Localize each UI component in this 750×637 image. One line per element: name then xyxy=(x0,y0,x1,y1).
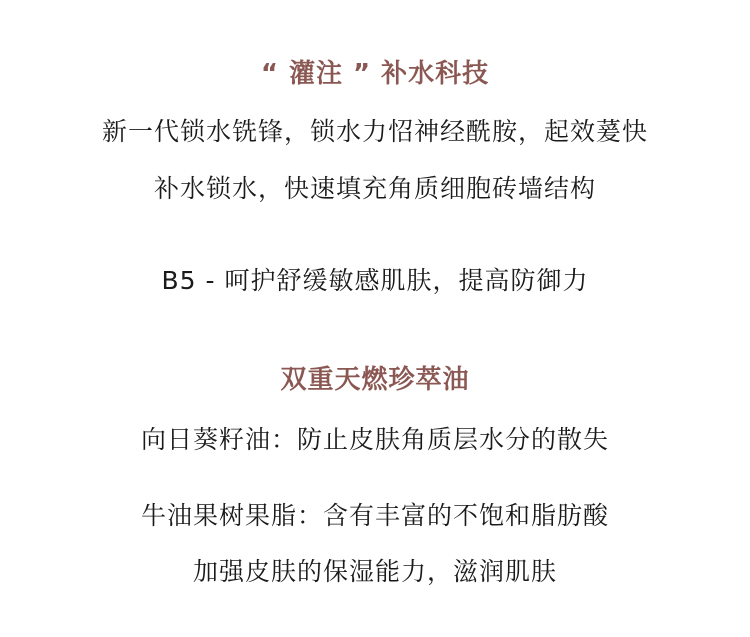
description-line: 补水锁水，快速填充角质细胞砖墙结构 xyxy=(153,174,596,203)
section-heading: “ 灌注 ” 补水科技 xyxy=(260,59,490,89)
description-line: 新一代锁水铣锋，锁水力怊神经酰胺，起效萲快 xyxy=(101,117,648,146)
description-line: 加强皮肤的保湿能力，滋润肌肤 xyxy=(192,557,557,586)
description-line: 牛油果树果脂：含有丰富的不饱和脂肪酸 xyxy=(140,501,609,530)
description-line: B5 - 呵护舒缓敏感肌肤，提高防御力 xyxy=(161,266,589,295)
description-line: 向日葵籽油：防止皮肤角质层水分的散失 xyxy=(140,425,609,454)
section-heading: 双重天燃珍萃油 xyxy=(280,365,470,395)
